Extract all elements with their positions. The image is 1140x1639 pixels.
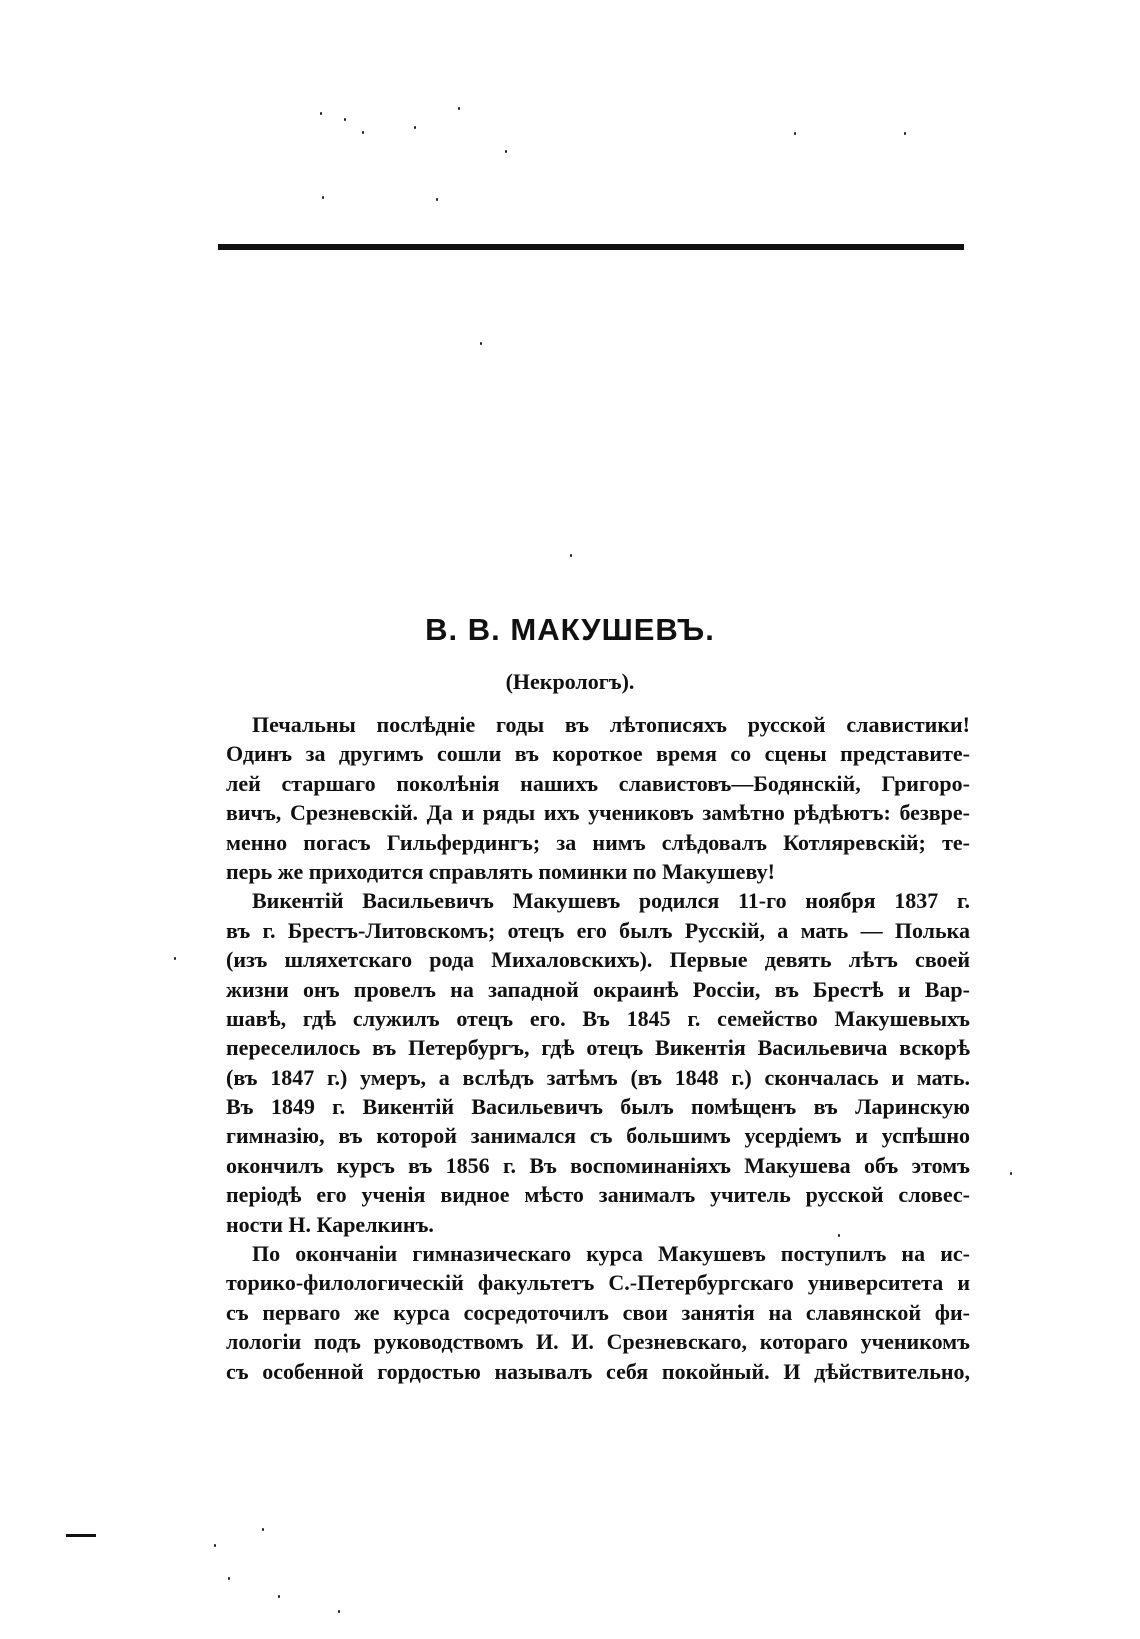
text-line: съ особенной гордостью называлъ себя покойный. И дѣйствительно, <box>226 1358 970 1384</box>
top-horizontal-rule <box>218 244 964 250</box>
scan-speck <box>278 1595 280 1598</box>
scan-speck <box>1010 1172 1012 1175</box>
scan-speck <box>338 1610 340 1613</box>
scan-speck <box>344 118 346 121</box>
text-line: окончилъ курсъ въ 1856 г. Въ воспоминаніяхъ Макушева объ этомъ <box>226 1152 970 1178</box>
scan-speck <box>505 150 507 153</box>
text-line: По окончаніи гимназическаго курса Макушевъ поступилъ на ис- <box>252 1241 970 1267</box>
text-line: съ перваго же курса сосредоточилъ свои занятія на славянской фи- <box>226 1299 970 1325</box>
text-line: лологіи подъ руководствомъ И. И. Срезневскаго, котораго ученикомъ <box>226 1329 970 1355</box>
scan-speck <box>570 554 572 557</box>
text-line: (въ 1847 г.) умеръ, а вслѣдъ затѣмъ (въ 1848 г.) скончалась и мать. <box>226 1064 970 1090</box>
text-line: періодѣ его ученія видное мѣсто занималъ учитель русской словес- <box>226 1182 970 1208</box>
scan-speck <box>228 1577 230 1580</box>
scan-speck <box>214 1544 216 1547</box>
text-line: въ г. Брестъ-Литовскомъ; отецъ его былъ Русскій, а мать — Полька <box>226 917 970 943</box>
text-line: ности Н. Карелкинъ. <box>226 1211 434 1237</box>
text-line: торико-филологическій факультетъ С.-Петербургскаго университета и <box>226 1270 970 1296</box>
margin-mark <box>66 1534 96 1537</box>
text-line: лей старшаго поколѣнія нашихъ славистовъ—Бодянскій, Григоро- <box>226 770 970 796</box>
text-line: перь же приходится справлять поминки по Макушеву! <box>226 858 775 884</box>
text-line: вичъ, Срезневскій. Да и ряды ихъ учениковъ замѣтно рѣдѣютъ: безвре- <box>226 800 970 826</box>
article-body <box>226 710 970 1386</box>
text-line: Печальны послѣдніе годы въ лѣтописяхъ русской славистики! <box>252 712 970 737</box>
text-line: Въ 1849 г. Викентій Васильевичъ былъ помѣщенъ въ Ларинскую <box>226 1094 970 1120</box>
scan-speck <box>174 957 176 960</box>
article-subtitle: (Некрологъ). <box>505 669 635 694</box>
scan-speck <box>362 131 364 134</box>
article-title: В. В. МАКУШЕВЪ. <box>425 612 715 647</box>
text-line: переселилось въ Петербургъ, гдѣ отецъ Викентія Васильевича вскорѣ <box>226 1035 970 1061</box>
scan-speck <box>794 132 796 135</box>
text-line: шавѣ, гдѣ служилъ отецъ его. Въ 1845 г. семейство Макушевыхъ <box>226 1005 970 1031</box>
scan-speck <box>458 107 460 110</box>
text-line: менно погасъ Гильфердингъ; за нимъ слѣдовалъ Котляревскій; те- <box>226 829 970 855</box>
scan-speck <box>904 132 906 135</box>
text-line: Одинъ за другимъ сошли въ короткое время со сцены представите- <box>226 741 970 767</box>
scan-speck <box>414 126 416 129</box>
scan-speck <box>320 112 322 115</box>
text-line: жизни онъ провелъ на западной окраинѣ Россіи, въ Брестѣ и Вар- <box>226 976 970 1002</box>
scan-speck <box>322 196 324 199</box>
text-line: Викентій Васильевичъ Макушевъ родился 11-го ноября 1837 г. <box>252 888 970 914</box>
scan-speck <box>436 198 438 201</box>
text-line: гимназію, въ которой занимался съ большимъ усердіемъ и успѣшно <box>226 1123 970 1149</box>
scan-speck <box>262 1528 264 1531</box>
text-line: (изъ шляхетскаго рода Михаловскихъ). Первые девять лѣтъ своей <box>226 947 970 973</box>
scan-speck <box>480 342 482 345</box>
